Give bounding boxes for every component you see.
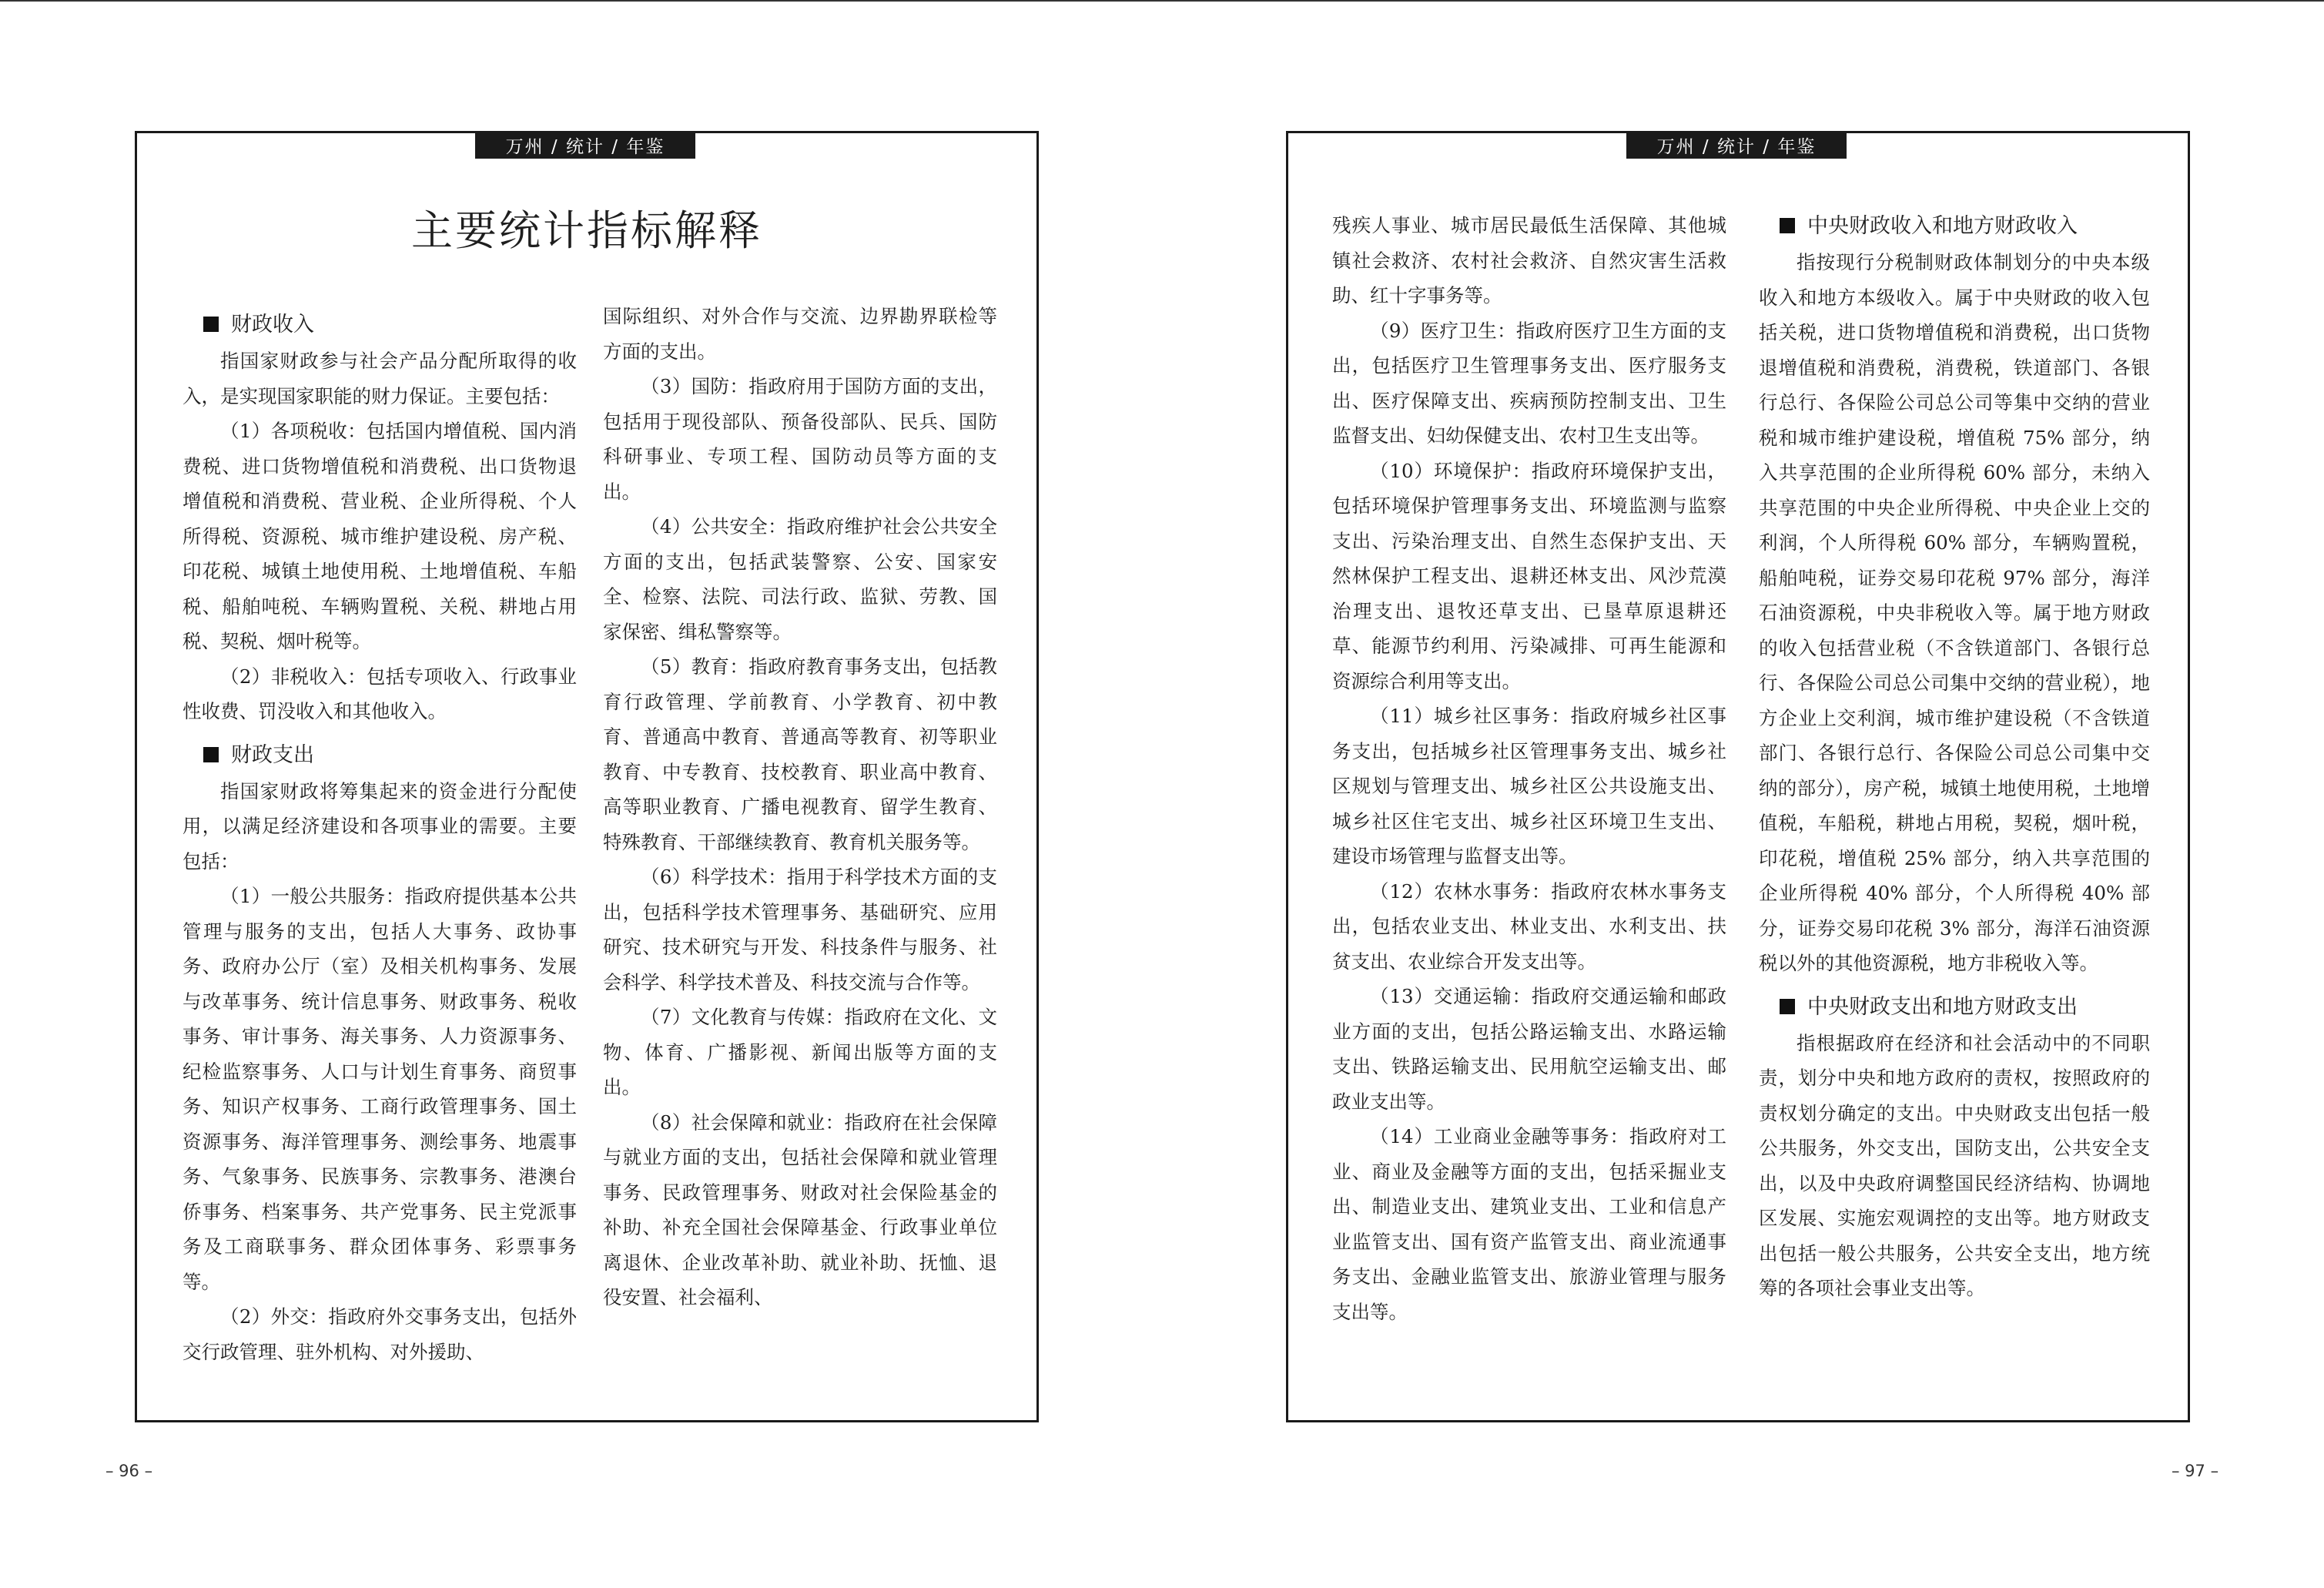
left-page-column-2 [603, 299, 997, 1315]
square-bullet-icon [203, 317, 219, 332]
right-running-header: 万州 / 统计 / 年鉴 [1626, 131, 1847, 159]
paragraph: （9）医疗卫生：指政府医疗卫生方面的支出，包括医疗卫生管理事务支出、医疗服务支出、医疗保障支出、疾病预防控制支出、卫生监督支出、妇幼保健支出、农村卫生支出等。 [1332, 319, 1726, 447]
top-rule [0, 0, 2324, 2]
paragraph: 残疾人事业、城市居民最低生活保障、其他城镇社会救济、农村社会救济、自然灾害生活救助、红十字事务等。 [1332, 214, 1726, 307]
section-heading-text: 中央财政收入和地方财政收入 [1807, 214, 2078, 238]
paragraph: （14）工业商业金融等事务：指政府对工业、商业及金融等方面的支出，包括采掘业支出、制造业支出、建筑业支出、工业和信息产业监管支出、国有资产监管支出、商业流通事务支出、金融业监管支出、旅游业管理与服务支出等。 [1332, 1125, 1726, 1323]
left-running-header: 万州 / 统计 / 年鉴 [475, 131, 695, 159]
paragraph: （3）国防：指政府用于国防方面的支出，包括用于现役部队、预备役部队、民兵、国防科研事业、专项工程、国防动员等方面的支出。 [603, 375, 997, 503]
section-heading-central-local-revenue [1759, 208, 2150, 245]
paragraph: （4）公共安全：指政府维护社会公共安全方面的支出，包括武装警察、公安、国家安全、检察、法院、司法行政、监狱、劳教、国家保密、缉私警察等。 [603, 515, 997, 643]
section-heading-text: 财政支出 [231, 742, 314, 767]
paragraph: （6）科学技术：指用于科学技术方面的支出，包括科学技术管理事务、基础研究、应用研究、技术研究与开发、科技条件与服务、社会科学、科学技术普及、科技交流与合作等。 [603, 866, 997, 993]
paragraph: （5）教育：指政府教育事务支出，包括教育行政管理、学前教育、小学教育、初中教育、普通高中教育、普通高等教育、初等职业教育、中专教育、技校教育、职业高中教育、高等职业教育、广播电视教育、留学生教育、特殊教育、干部继续教育、教育机关服务等。 [603, 655, 997, 853]
paragraph: 指国家财政将筹集起来的资金进行分配使用，以满足经济建设和各项事业的需要。主要包括： [183, 779, 577, 873]
left-page-column-1 [183, 299, 577, 1369]
paragraph: （2）非税收入：包括专项收入、行政事业性收费、罚没收入和其他收入。 [183, 665, 577, 722]
paragraph: 指按现行分税制财政体制划分的中央本级收入和地方本级收入。属于中央财政的收入包括关税，进口货物增值税和消费税，出口货物退增值税和消费税，消费税，铁道部门、各银行总行、各保险公司总公司等集中交纳的营业税和城市维护建设税，增值税 75% 部分，纳入共享范围的企业所得税 60% 部分，未纳入共享范围的中央企业所得税、中央企业上交的利润，个人所得税 60% 部分，车辆购置税，船舶吨税，证券交易印花税 97% 部分，海洋石油资源税，中央非税收入等。属于地方财政的收入包括营业税（不含铁道部门、各银行总行、各保险公司总公司集中交纳的营业税），地方企业上交利润，城市维护建设税（不含铁道部门、各银行总行、各保险公司总公司集中交纳的部分），房产税，城镇土地使用税，土地增值税，车船税，耕地占用税，契税，烟叶税，印花税，增值税 25% 部分，纳入共享范围的企业所得税 40% 部分，个人所得税 40% 部分，证券交易印花税 3% 部分，海洋石油资源税以外的其他资源税，地方非税收入等。 [1759, 251, 2150, 974]
paragraph: （2）外交：指政府外交事务支出，包括外交行政管理、驻外机构、对外援助、 [183, 1305, 577, 1363]
section-heading-text: 中央财政支出和地方财政支出 [1807, 994, 2078, 1019]
paragraph: （13）交通运输：指政府交通运输和邮政业方面的支出，包括公路运输支出、水路运输支出、铁路运输支出、民用航空运输支出、邮政业支出等。 [1332, 985, 1726, 1113]
paragraph: 指国家财政参与社会产品分配所取得的收入，是实现国家职能的财力保证。主要包括： [183, 350, 577, 407]
paragraph: （1）各项税收：包括国内增值税、国内消费税、进口货物增值税和消费税、出口货物退增值税和消费税、营业税、企业所得税、个人所得税、资源税、城市维护建设税、房产税、印花税、城镇土地使用税、土地增值税、车船税、船舶吨税、车辆购置税、关税、耕地占用税、契税、烟叶税等。 [183, 420, 577, 652]
section-heading-central-local-expenditure [1759, 989, 2150, 1026]
right-page-number: – 97 – [2172, 1462, 2219, 1480]
right-page-column-2 [1759, 208, 2150, 1306]
paragraph: （11）城乡社区事务：指政府城乡社区事务支出，包括城乡社区管理事务支出、城乡社区规划与管理支出、城乡社区公共设施支出、城乡社区住宅支出、城乡社区环境卫生支出、建设市场管理与监督支出等。 [1332, 705, 1726, 867]
section-heading-text: 财政收入 [231, 313, 314, 337]
paragraph: 国际组织、对外合作与交流、边界勘界联检等方面的支出。 [603, 305, 997, 363]
paragraph: （1）一般公共服务：指政府提供基本公共管理与服务的支出，包括人大事务、政协事务、政府办公厅（室）及相关机构事务、发展与改革事务、统计信息事务、财政事务、税收事务、审计事务、海关事务、人力资源事务、纪检监察事务、人口与计划生育事务、商贸事务、知识产权事务、工商行政管理事务、国土资源事务、海洋管理事务、测绘事务、地震事务、气象事务、民族事务、宗教事务、港澳台侨事务、档案事务、共产党事务、民主党派事务及工商联事务、群众团体事务、彩票事务等。 [183, 885, 577, 1293]
right-page-column-1 [1332, 208, 1726, 1329]
square-bullet-icon [1780, 218, 1795, 233]
paragraph: （10）环境保护：指政府环境保护支出，包括环境保护管理事务支出、环境监测与监察支出、污染治理支出、自然生态保护支出、天然林保护工程支出、退耕还林支出、风沙荒漠治理支出、退牧还草支出、已垦草原退耕还草、能源节约利用、污染减排、可再生能源和资源综合利用等支出。 [1332, 459, 1726, 692]
section-heading-expenditure [183, 737, 577, 774]
paragraph: 指根据政府在经济和社会活动中的不同职责，划分中央和地方政府的责权，按照政府的责权划分确定的支出。中央财政支出包括一般公共服务，外交支出，国防支出，公共安全支出，以及中央政府调整国民经济结构、协调地区发展、实施宏观调控的支出等。地方财政支出包括一般公共服务，公共安全支出，地方统筹的各项社会事业支出等。 [1759, 1031, 2150, 1299]
square-bullet-icon [203, 747, 219, 762]
paragraph: （12）农林水事务：指政府农林水事务支出，包括农业支出、林业支出、水利支出、扶贫支出、农业综合开发支出等。 [1332, 879, 1726, 973]
page-title: 主要统计指标解释 [411, 206, 762, 255]
paragraph: （7）文化教育与传媒：指政府在文化、文物、体育、广播影视、新闻出版等方面的支出。 [603, 1006, 997, 1098]
left-page-number: – 96 – [105, 1462, 153, 1480]
paragraph: （8）社会保障和就业：指政府在社会保障与就业方面的支出，包括社会保障和就业管理事务、民政管理事务、财政对社会保险基金的补助、补充全国社会保障基金、行政事业单位离退休、企业改革补助、就业补助、抚恤、退役安置、社会福利、 [603, 1111, 997, 1308]
section-heading-revenue [183, 307, 577, 343]
square-bullet-icon [1780, 999, 1795, 1014]
